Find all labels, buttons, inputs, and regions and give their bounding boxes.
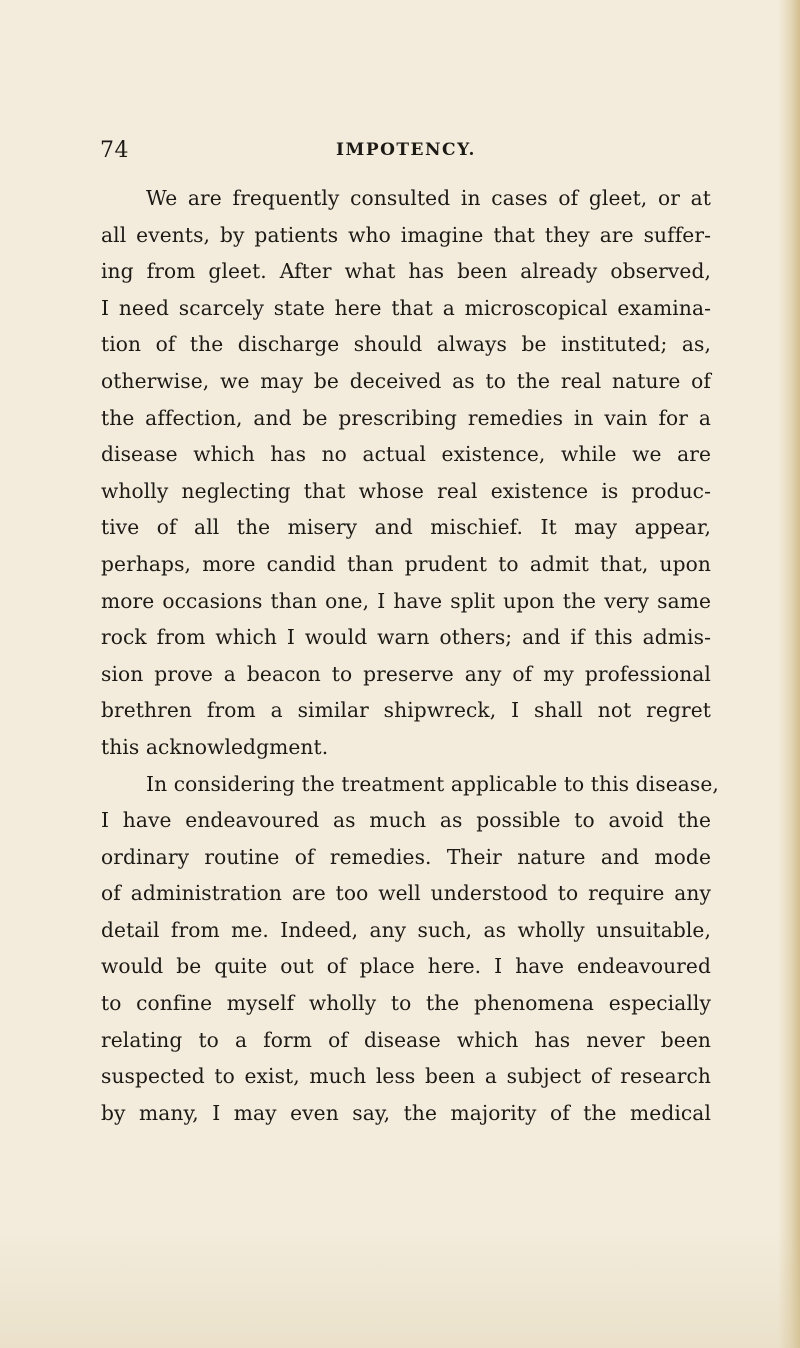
text-line: perhaps, more candid than prudent to admit that, upon — [101, 551, 711, 576]
text-line: by many, I may even say, the majority of the medical — [101, 1100, 711, 1125]
text-line: tion of the discharge should always be instituted; as, — [101, 332, 711, 357]
text-line: all events, by patients who imagine that they are suffer- — [101, 222, 711, 247]
text-line: to confine myself wholly to the phenomena especially — [101, 991, 711, 1016]
text-line: the affection, and be prescribing remedies in vain for a — [101, 405, 711, 430]
running-title: IMPOTENCY. — [336, 140, 476, 160]
text-line: sion prove a beacon to preserve any of my professional — [101, 661, 711, 686]
text-line: detail from me. Indeed, any such, as wholly unsuitable, — [101, 917, 711, 942]
text-line: wholly neglecting that whose real existence is produc- — [101, 478, 711, 503]
text-line: disease which has no actual existence, while we are — [101, 442, 711, 467]
text-line: relating to a form of disease which has never been — [101, 1027, 711, 1052]
page-edge-shading — [778, 0, 800, 1348]
page-bottom-shading — [0, 1228, 800, 1348]
text-line: ing from gleet. After what has been already observed, — [101, 259, 711, 284]
text-line: of administration are too well understood to require any — [101, 881, 711, 906]
text-line: In considering the treatment applicable to this disease, — [146, 771, 719, 796]
text-line: rock from which I would warn others; and if this admis- — [101, 625, 711, 650]
text-line: would be quite out of place here. I have endeavoured — [101, 954, 711, 979]
text-line: brethren from a similar shipwreck, I shall not regret — [101, 698, 711, 723]
running-head — [100, 138, 712, 168]
text-line: We are frequently consulted in cases of gleet, or at — [146, 186, 711, 210]
text-line: more occasions than one, I have split upon the very same — [101, 588, 711, 613]
page-number: 74 — [100, 138, 129, 163]
text-line: tive of all the misery and mischief. It may appear, — [101, 515, 711, 540]
text-line: suspected to exist, much less been a subject of research — [101, 1064, 711, 1089]
body-text — [101, 180, 719, 1131]
text-line: this acknowledgment. — [101, 734, 329, 759]
text-line: otherwise, we may be deceived as to the real nature of — [101, 368, 711, 393]
text-line: I have endeavoured as much as possible to avoid the — [101, 808, 711, 833]
text-line: I need scarcely state here that a microscopical examina- — [101, 295, 711, 320]
text-line: ordinary routine of remedies. Their nature and mode — [101, 844, 711, 869]
